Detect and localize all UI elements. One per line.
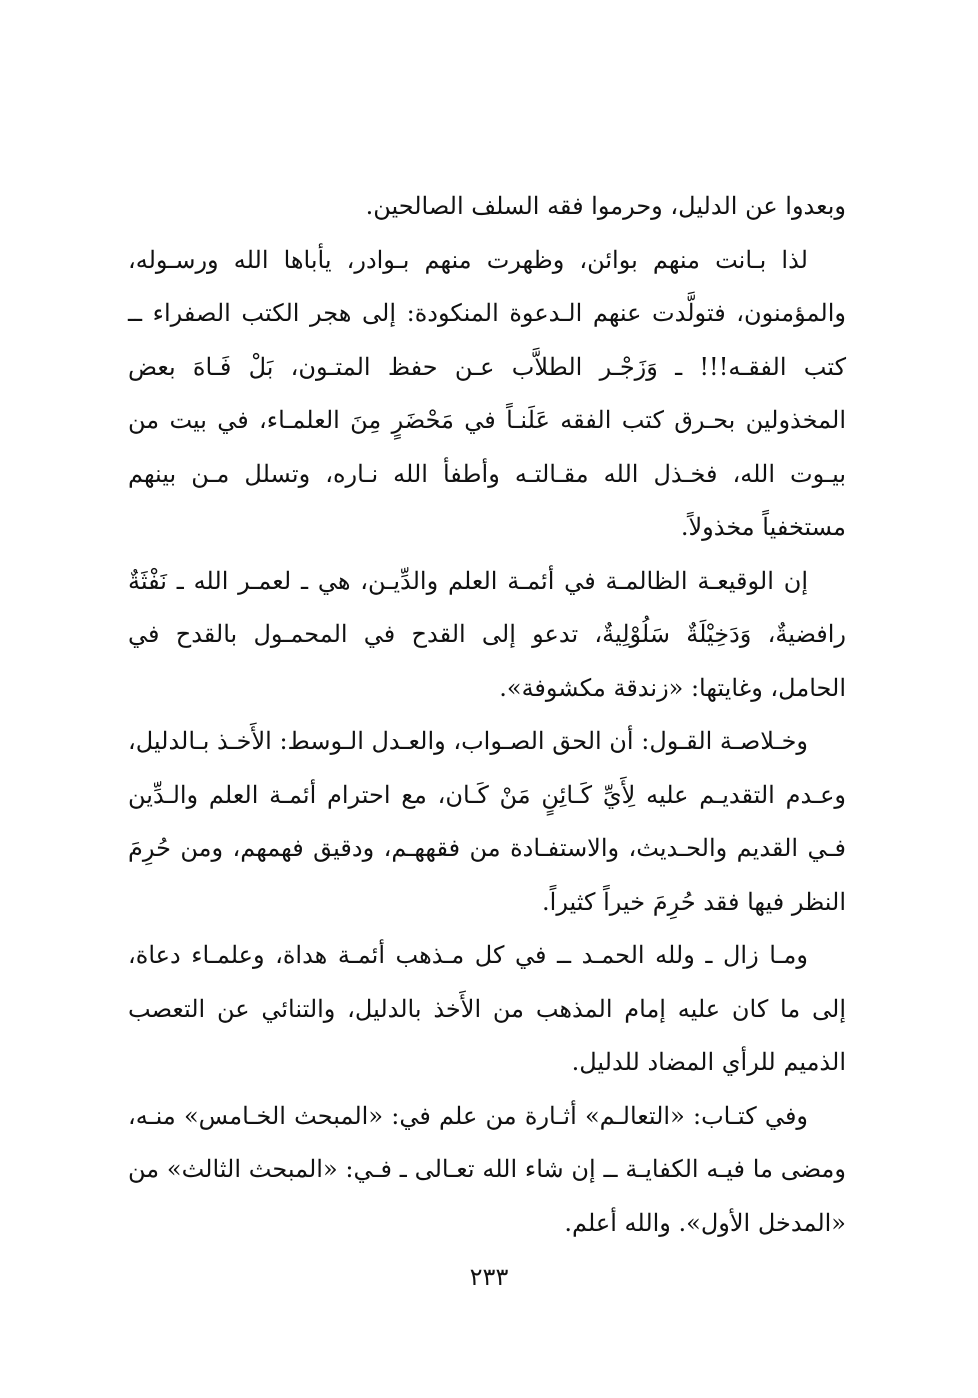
paragraph-2: لذا بـانت منهم بوائن، وظهرت منهم بـوادر، يأباها الله ورسـوله، والمؤمنون، فتولَّدت عنهم الـدعوة المنكودة: إلى هجر الكتب الصفراء ــ كتب الفقـه!!! ـ وَزَجْـر الطلاَّب عـن حفظ المتـون، بَلْ فَـاهَ بعض المخذولين بحـرق كتب الفقه عَلَنـاً في مَحْضَرٍ مِنَ العلمـاء، في بيت من بيـوت الله، فخـذل الله مقـالتـه وأطفأ الله نـاره، وتسلل مـن بينهم مستخفياً مخذولاً. <box>128 245 847 541</box>
paragraph-1: وبعدوا عن الدليل، وحرموا فقه السلف الصالحين. <box>365 192 846 220</box>
page-body <box>128 180 846 1250</box>
paragraph-5: ومـا زال ـ ولله الحمـد ــ في كل مـذهب أئمـة هداة، وعلمـاء دعاة، إلى ما كان عليه إمام المذهب من الأَخذ بالدليل، والتنائي عن التعصب الذميم للرأي المضاد للدليل. <box>128 941 846 1076</box>
paragraph-6: وفي كتـاب: «التعالـم» أثـارة من علم في: «المبحث الخـامس» منـه، ومضى ما فيـه الكفايـة ــ إن شاء الله تعـالى ـ فـي: «المبحث الثالث» من «المدخل الأول». والله أعلم. <box>128 1101 846 1237</box>
paragraph-3: إن الوقيعـة الظالمـة في أئمـة العلم والدِّيـن، هي ـ لعمـر الله ـ نَفْثَةٌ رافضيةٌ، وَدَخِيْلَةٌ سَلُوْلِيةٌ، تدعو إلى القدح في المحمـول بالقدح في الحامل، وغايتها: «زندقة مكشوفة». <box>128 566 846 702</box>
paragraph-4: وخـلاصـة القـول: أن الحق الصـواب، والعـدل الـوسط: الأَخـذ بـالدليل، وعـدم التقديـم عليه لِأَيِّ كَـائِنٍ مَنْ كَـان، مع احترام أئمـة العلم والـدِّين فـي القديم والحـديث، والاستفـادة من فقههـم، ودقيق فهمهم، ومن حُرِمَ النظر فيها فقد حُرِمَ خيراً كثيراً. <box>127 727 846 916</box>
page-number: ٢٣٣ <box>469 1263 509 1291</box>
